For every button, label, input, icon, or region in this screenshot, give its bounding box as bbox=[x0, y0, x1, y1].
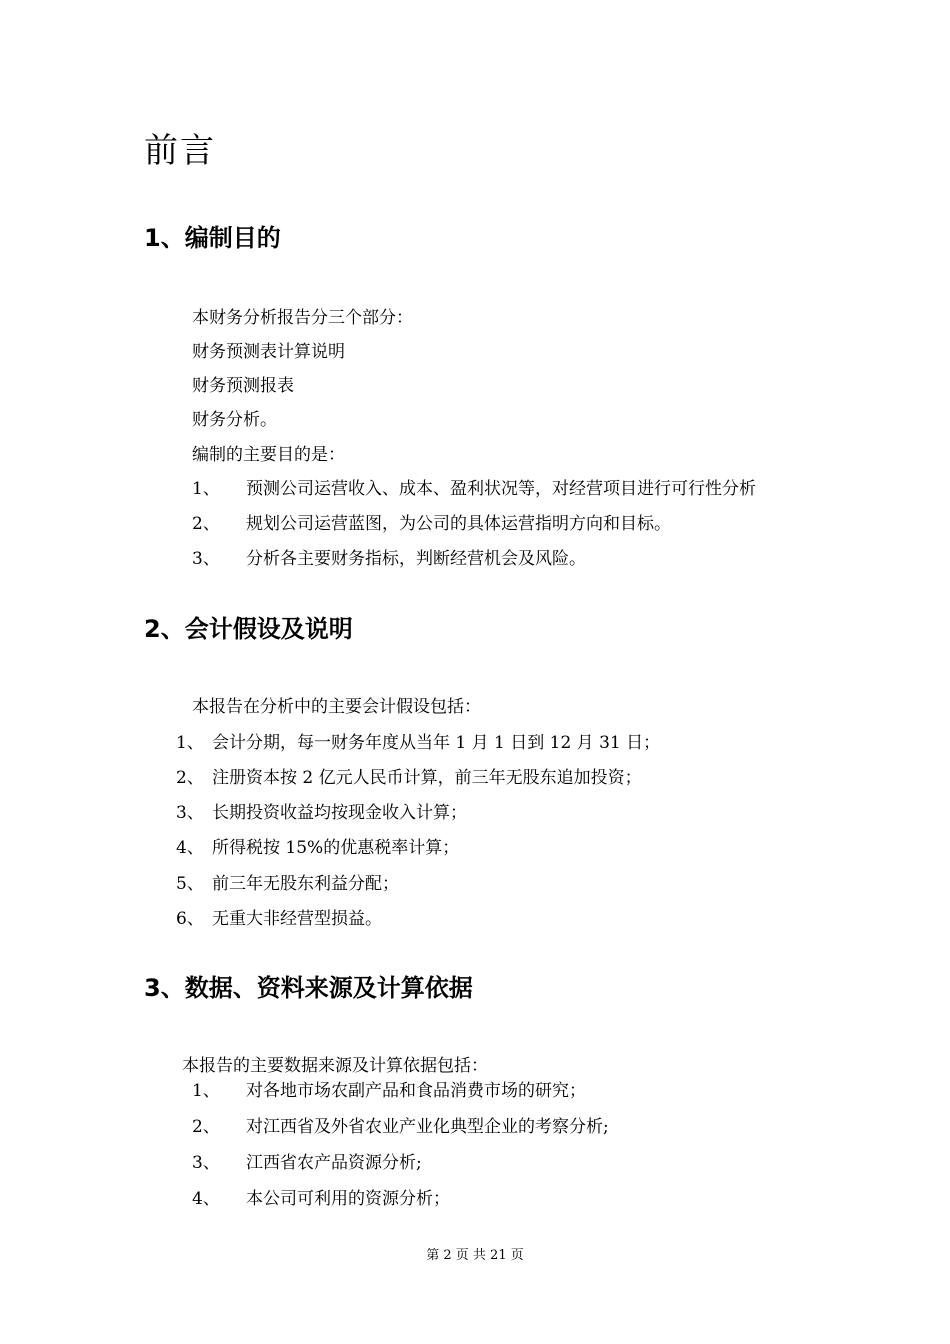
list-text: 本公司可利用的资源分析； bbox=[246, 1189, 450, 1209]
list-number: 1、 bbox=[176, 733, 204, 753]
paragraph: 本财务分析报告分三个部分： bbox=[192, 308, 413, 328]
list-number: 2、 bbox=[176, 768, 204, 788]
list-number: 1、 bbox=[192, 1081, 220, 1101]
list-text: 分析各主要财务指标，判断经营机会及风险。 bbox=[246, 549, 586, 569]
list-number: 1、 bbox=[192, 479, 220, 499]
paragraph: 编制的主要目的是： bbox=[192, 445, 345, 465]
page-footer: 第 2 页 共 21 页 bbox=[426, 1248, 524, 1263]
list-text: 规划公司运营蓝图，为公司的具体运营指明方向和目标。 bbox=[246, 514, 671, 534]
page-title: 前言 bbox=[144, 131, 216, 171]
list-text: 前三年无股东利益分配； bbox=[212, 874, 399, 894]
list-number: 3、 bbox=[176, 803, 204, 823]
section-heading-sources: 3、数据、资料来源及计算依据 bbox=[144, 974, 473, 1002]
list-number: 4、 bbox=[192, 1189, 220, 1209]
list-number: 3、 bbox=[192, 549, 220, 569]
list-number: 2、 bbox=[192, 514, 220, 534]
list-text: 预测公司运营收入、成本、盈利状况等，对经营项目进行可行性分析 bbox=[246, 479, 756, 499]
list-text: 长期投资收益均按现金收入计算； bbox=[212, 803, 467, 823]
paragraph: 财务分析。 bbox=[192, 410, 277, 430]
list-text: 会计分期，每一财务年度从当年 1 月 1 日到 12 月 31 日； bbox=[212, 733, 661, 753]
list-text: 江西省农产品资源分析; bbox=[246, 1153, 422, 1173]
list-text: 无重大非经营型损益。 bbox=[212, 909, 382, 929]
list-text: 所得税按 15%的优惠税率计算； bbox=[212, 838, 460, 858]
list-text: 注册资本按 2 亿元人民币计算，前三年无股东追加投资； bbox=[212, 768, 642, 788]
list-number: 6、 bbox=[176, 909, 204, 929]
paragraph: 本报告在分析中的主要会计假设包括： bbox=[192, 697, 481, 717]
list-number: 5、 bbox=[176, 874, 204, 894]
list-text: 对江西省及外省农业产业化典型企业的考察分析; bbox=[246, 1117, 609, 1137]
paragraph: 财务预测表计算说明 bbox=[192, 342, 345, 362]
paragraph: 本报告的主要数据来源及计算依据包括： bbox=[182, 1056, 488, 1076]
list-text: 对各地市场农副产品和食品消费市场的研究； bbox=[246, 1081, 586, 1101]
list-number: 2、 bbox=[192, 1117, 220, 1137]
paragraph: 财务预测报表 bbox=[192, 376, 294, 396]
section-heading-assumptions: 2、会计假设及说明 bbox=[144, 615, 353, 643]
list-number: 3、 bbox=[192, 1153, 220, 1173]
list-number: 4、 bbox=[176, 838, 204, 858]
section-heading-purpose: 1、编制目的 bbox=[144, 224, 281, 252]
